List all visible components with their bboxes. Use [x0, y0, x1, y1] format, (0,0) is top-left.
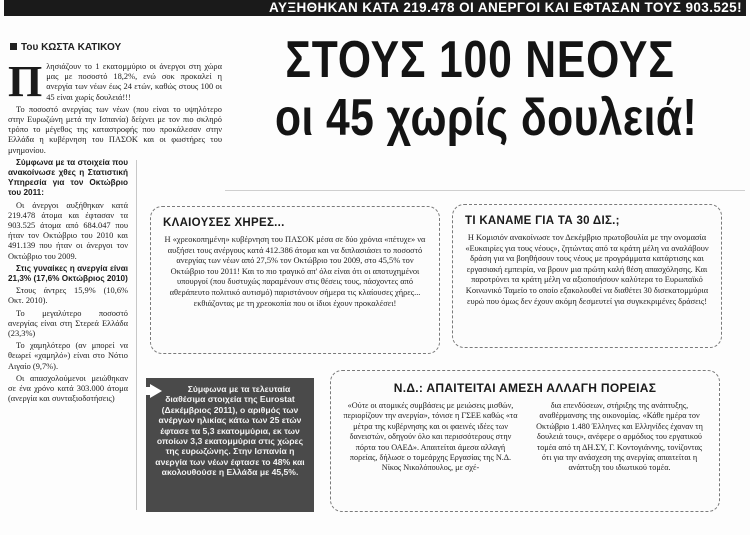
box-title: Ν.Δ.: ΑΠΑΙΤΕΙΤΑΙ ΑΜΕΣΗ ΑΛΛΑΓΗ ΠΟΡΕΙΑΣ: [393, 381, 657, 395]
box-title: ΤΙ ΚΑΝΑΜΕ ΓΙΑ ΤΑ 30 ΔΙΣ.;: [465, 215, 620, 227]
sidebar-box-nd: [330, 370, 720, 512]
headline-line-1: ΣΤΟΥΣ 100 ΝΕΟΥΣ: [285, 31, 675, 89]
box-body: [453, 233, 721, 307]
arrow-icon: [150, 384, 162, 398]
top-banner: ΑΥΞΗΘΗΚΑΝ ΚΑΤΑ 219.478 ΟΙ ΑΝΕΡΓΟΙ ΚΑΙ ΕΦΤΑΣΑΝ ΤΟΥΣ 903.525!: [4, 0, 746, 16]
box-text: Η Κομισιόν ανακοίνωσε τον Δεκέμβριο πρωτοβουλία με την ονομασία «Ευκαιρίες για τους νέους», ζητώντας από τα κράτη μέλη να αναλάβουν δράση για να βοηθήσουν τους νέους με προγράμματα κατάρτισης και εργασιακή εμπειρία, να βρουν μια πρώτη καλή θέση απασχόλησης. Και παροτρύνει τα κράτη μέλη να αξιοποιήσουν καλύτερα το Ευρωπαϊκό Κοινωνικό Ταμείο το οποίο εξακολουθεί να διαθέτει 30 δισεκατομμύρια ευρώ που όμως δεν έχουν ακόμη δεσμευτεί για συγκεκριμένες δράσεις!: [465, 233, 709, 306]
byline-square-icon: [10, 43, 17, 50]
article-paragraph-7: Το μεγαλύτερο ποσοστό ανεργίας είναι στη Στερεά Ελλάδα (23,3%): [8, 308, 128, 339]
eurostat-box: [146, 378, 314, 512]
sidebar-box-30bn: [452, 204, 722, 348]
box-title: ΚΛΑΙΟΥΣΕΣ ΧΗΡΕΣ...: [163, 217, 285, 229]
dropcap: Π: [8, 57, 43, 106]
article-paragraph-8: Το χαμηλότερο (αν μπορεί να θεωρεί «χαμηλό») είναι στο Νότιο Αιγαίο (9,7%).: [8, 341, 128, 371]
headline-line-2: οι 45 χωρίς δουλειά!: [275, 89, 698, 147]
article-paragraph-6: Στους άντρες 15,9% (10,6% Οκτ. 2010).: [8, 286, 128, 306]
headline: [230, 32, 730, 148]
box-text: Η «χρεοκοπημένη» κυβέρνηση του ΠΑΣΟΚ μέσα σε δύο χρόνια «πέτυχε» να αυξήσει τους ανέργους κατά 412.386 άτομα και να διπλασιάσει το ποσοστό ανεργίας των νέων από 27,5% τον Οκτώβριο του 2009, στο 45,5% τον Οκτώβριο του 2011! Και το πιο τραγικό απ' όλα είναι ότι οι αποτυχημένοι υπουργοί (που δυστυχώς παραμένουν στις θέσεις τους, πάσχοντες από αθεράπευτο πολιτικό αυτισμό) παριστάνουν σήμερα τις κλαίουσες χήρες... εκθιάζοντας με τη χρεοκοπία που οι ίδιοι έχουν προκαλέσει!: [164, 235, 426, 308]
column-divider: [136, 160, 137, 510]
article-paragraph-2: Το ποσοστό ανεργίας των νέων (που είναι το υψηλότερο στην Ευρωζώνη μετά την Ισπανία) δείχνει με τον πιο σκληρό τρόπο το μέγεθος της καταστροφής που προκάλεσαν στην Ελλάδα η κυβέρνηση του ΠΑΣΟΚ και οι φωστήρες του μνημονίου.: [8, 104, 222, 155]
article-paragraph-5: Στις γυναίκες η ανεργία είναι 21,3% (17,6% Οκτώβριος 2010): [8, 263, 128, 284]
article-paragraph-4: Οι άνεργοι αυξήθηκαν κατά 219.478 άτομα και έφτασαν τα 903.525 άτομα από 684.047 που ήταν τον Οκτώβριο του 2010 και 491.139 που ήταν οι άνεργοι τον Οκτώβριο του 2009.: [8, 200, 128, 261]
article-paragraph-3: Σύμφωνα με τα στοιχεία που ανακοίνωσε χθες η Στατιστική Υπηρεσία για τον Οκτώβριο του 2011:: [8, 157, 128, 198]
box-column-1: «Ούτε οι ατομικές συμβάσεις με μειώσεις μισθών, περιορίζουν την ανεργία», τόνισε η ΓΣΕΕ καθώς «τα μέτρα της κυβέρνησης και οι φαεινές ιδέες των δανειστών, οδηγούν όλο και περισσότερους στην πόρτα του ΟΑΕΔ». Απαιτείται άμεσα αλλαγή πορείας, δήλωσε ο τομεάρχης Εργασίας της Ν.Δ. Νίκος Νικολόπουλος, με σχέ-: [343, 401, 518, 473]
sidebar-box-widows: [150, 206, 440, 354]
eurostat-text: Σύμφωνα με τα τελευταία διαθέσιμα στοιχεία της Eurostat (Δεκέμβριος 2011), ο αριθμός των ανέργων ηλικίας κάτω των 25 ετών έφτασε τα 5,3 εκατομμύρια, εκ των οποίων 3,3 εκατομμύρια στις χώρες της ευρωζώνης. Στην Ισπανία η ανεργία των νέων έφτασε το 48% και ακολουθούσε η Ελλάδα με 45,5%.: [155, 384, 305, 478]
byline-text: Του ΚΩΣΤΑ ΚΑΤΙΚΟΥ: [21, 42, 122, 53]
article-paragraph-1: λησιάζουν το 1 εκατομμύριο οι άνεργοι στη χώρα μας με ποσοστό 18,2%, ενώ σοκ προκαλεί η ανεργία των νέων έως 24 ετών, καθώς στους 100 οι 45 είναι χωρίς δουλειά!!!: [46, 62, 222, 102]
byline: [10, 42, 121, 53]
article-paragraph-9: Οι απασχολούμενοι μειώθηκαν σε ένα χρόνο κατά 303.000 άτομα (ανεργία και συνταξιοδοτήσεις): [8, 373, 128, 404]
headline-divider: [225, 190, 745, 191]
box-body: [151, 235, 439, 309]
box-column-2: δια επενδύσεων, στήριξης της ανάπτυξης, αναθέρμανσης της οικονομίας. «Κάθε ημέρα τον Οκτώβριο 1.480 Έλληνες και Ελληνίδες έχαναν τη δουλειά τους», ανέφερε ο αρμόδιος του εργατικού τομέα από τη ΔΗ.ΣΥ, Γ. Κοντογιάννης, τονίζοντας ότι για την ανάσχεση της ανεργίας απαιτείται η ανάπτυξη του ιδιωτικού τομέα.: [536, 401, 703, 473]
box-columns: [331, 401, 719, 474]
